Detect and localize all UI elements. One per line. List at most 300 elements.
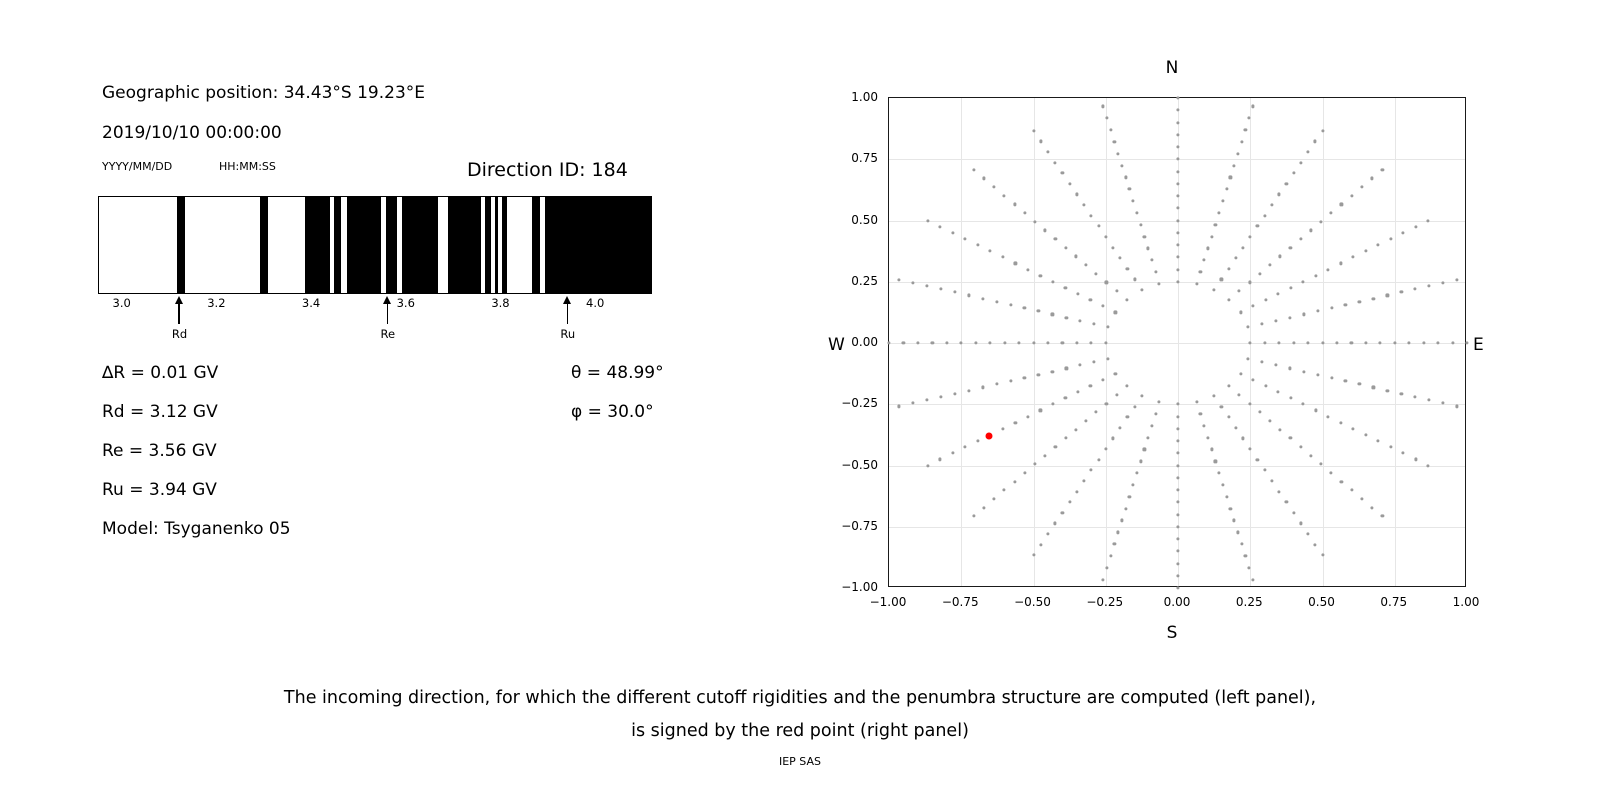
direction-point bbox=[1176, 550, 1179, 553]
direction-point bbox=[1302, 280, 1305, 283]
direction-point bbox=[1146, 247, 1149, 250]
direction-point bbox=[1344, 379, 1347, 382]
direction-point bbox=[992, 497, 995, 500]
direction-point bbox=[1199, 270, 1202, 273]
direction-point bbox=[1327, 415, 1330, 418]
direction-point bbox=[1013, 480, 1016, 483]
direction-point bbox=[1402, 231, 1405, 234]
direction-point bbox=[1143, 235, 1146, 238]
direction-point bbox=[1113, 543, 1116, 546]
direction-point bbox=[1372, 297, 1375, 300]
direction-point bbox=[1299, 445, 1302, 448]
direction-point bbox=[1239, 311, 1242, 314]
direction-point bbox=[1258, 411, 1261, 414]
direction-point bbox=[1176, 158, 1179, 161]
direction-point bbox=[1238, 393, 1241, 396]
direction-point bbox=[1306, 150, 1309, 153]
direction-point bbox=[1128, 188, 1131, 191]
direction-point bbox=[1229, 507, 1232, 510]
direction-point bbox=[1306, 341, 1309, 344]
direction-point bbox=[1039, 274, 1042, 277]
direction-point bbox=[1218, 211, 1221, 214]
direction-point bbox=[1105, 117, 1108, 120]
direction-point bbox=[976, 439, 979, 442]
direction-point bbox=[1074, 255, 1077, 258]
direction-point bbox=[1039, 140, 1042, 143]
cardinal-east-label: E bbox=[1473, 335, 1484, 355]
direction-point bbox=[1277, 292, 1280, 295]
direction-point bbox=[1456, 405, 1459, 408]
direction-point bbox=[1428, 398, 1431, 401]
direction-point bbox=[1278, 490, 1281, 493]
direction-point bbox=[1132, 199, 1135, 202]
sky-map-x-tick-label: 0.75 bbox=[1380, 595, 1408, 609]
direction-point bbox=[951, 452, 954, 455]
direction-point bbox=[1075, 490, 1078, 493]
cutoff-stats-right bbox=[571, 354, 664, 432]
direction-point bbox=[1360, 497, 1363, 500]
direction-point bbox=[1176, 574, 1179, 577]
direction-point bbox=[989, 250, 992, 253]
direction-point bbox=[1090, 214, 1093, 217]
direction-point bbox=[1229, 176, 1232, 179]
direction-point bbox=[1176, 537, 1179, 540]
direction-point bbox=[1102, 578, 1105, 581]
direction-point bbox=[1268, 263, 1271, 266]
direction-point bbox=[1117, 152, 1120, 155]
direction-point bbox=[1227, 385, 1230, 388]
direction-point bbox=[1176, 586, 1179, 589]
direction-point bbox=[1125, 298, 1128, 301]
direction-point bbox=[1176, 133, 1179, 136]
direction-point bbox=[1126, 416, 1129, 419]
direction-point bbox=[1335, 341, 1338, 344]
direction-point bbox=[1032, 129, 1035, 132]
direction-point bbox=[1321, 554, 1324, 557]
direction-point bbox=[1244, 128, 1247, 131]
direction-point bbox=[1358, 300, 1361, 303]
direction-point bbox=[1095, 272, 1098, 275]
direction-point bbox=[1364, 341, 1367, 344]
direction-point bbox=[1119, 257, 1122, 260]
direction-point bbox=[1075, 193, 1078, 196]
direction-point bbox=[1221, 199, 1224, 202]
direction-point bbox=[1251, 305, 1254, 308]
direction-point bbox=[1289, 286, 1292, 289]
direction-point bbox=[1115, 393, 1118, 396]
direction-point bbox=[1427, 219, 1430, 222]
cutoff-stats-left bbox=[102, 354, 291, 549]
direction-point bbox=[1327, 268, 1330, 271]
direction-point bbox=[1176, 109, 1179, 112]
direction-point bbox=[1150, 259, 1153, 262]
direction-point bbox=[960, 341, 963, 344]
direction-point bbox=[1339, 262, 1342, 265]
direction-point bbox=[1292, 172, 1295, 175]
penumbra-chart bbox=[98, 196, 652, 294]
direction-point bbox=[1246, 357, 1249, 360]
direction-point bbox=[1225, 495, 1228, 498]
direction-point bbox=[1128, 495, 1131, 498]
direction-point bbox=[1299, 237, 1302, 240]
penumbra-tick-label: 3.6 bbox=[396, 296, 415, 310]
direction-point bbox=[1372, 386, 1375, 389]
direction-point bbox=[1381, 168, 1384, 171]
direction-point bbox=[981, 297, 984, 300]
direction-point bbox=[1227, 416, 1230, 419]
direction-point bbox=[1451, 341, 1454, 344]
sky-map-x-tick-label: −0.25 bbox=[1086, 595, 1124, 609]
direction-point bbox=[1344, 303, 1347, 306]
direction-point bbox=[1206, 436, 1209, 439]
direction-point bbox=[887, 341, 890, 344]
direction-point bbox=[976, 243, 979, 246]
date-format-hint: YYYY/MM/DD bbox=[102, 160, 173, 173]
direction-point bbox=[1213, 394, 1216, 397]
direction-point bbox=[1090, 341, 1093, 344]
geographic-position-label: Geographic position: 34.43°S 19.23°E bbox=[102, 83, 426, 103]
stat-line: Rd = 3.12 GV bbox=[102, 402, 218, 422]
direction-point bbox=[945, 341, 948, 344]
direction-point bbox=[1061, 511, 1064, 514]
direction-point bbox=[1104, 447, 1107, 450]
direction-point bbox=[1026, 268, 1029, 271]
direction-point bbox=[1082, 479, 1085, 482]
direction-point bbox=[1176, 268, 1179, 271]
direction-point bbox=[1033, 220, 1036, 223]
direction-point bbox=[1330, 471, 1333, 474]
direction-point bbox=[1135, 472, 1138, 475]
direction-point bbox=[939, 288, 942, 291]
direction-point bbox=[1075, 341, 1078, 344]
direction-point bbox=[1414, 395, 1417, 398]
direction-point bbox=[1364, 250, 1367, 253]
penumbra-marker-label: Ru bbox=[560, 327, 576, 341]
sky-map-plot-area bbox=[888, 97, 1466, 587]
direction-point bbox=[1102, 105, 1105, 108]
direction-point bbox=[1244, 554, 1247, 557]
direction-point bbox=[1240, 140, 1243, 143]
direction-point bbox=[1064, 246, 1067, 249]
direction-point bbox=[1044, 454, 1047, 457]
direction-point bbox=[1003, 341, 1006, 344]
direction-point bbox=[967, 294, 970, 297]
stat-line: φ = 30.0° bbox=[571, 402, 654, 422]
direction-point bbox=[1299, 161, 1302, 164]
direction-point bbox=[1339, 421, 1342, 424]
direction-point bbox=[1176, 121, 1179, 124]
direction-point bbox=[1218, 472, 1221, 475]
penumbra-band bbox=[260, 197, 267, 293]
direction-point bbox=[1054, 522, 1057, 525]
direction-point bbox=[953, 291, 956, 294]
direction-point bbox=[1264, 299, 1267, 302]
direction-point bbox=[1402, 452, 1405, 455]
sky-map-x-tick-label: −0.50 bbox=[1014, 595, 1051, 609]
direction-point bbox=[1437, 341, 1440, 344]
direction-point bbox=[1210, 235, 1213, 238]
direction-point bbox=[1227, 298, 1230, 301]
direction-point bbox=[1026, 415, 1029, 418]
direction-point bbox=[1119, 426, 1122, 429]
direction-point bbox=[1251, 578, 1254, 581]
direction-point bbox=[1428, 284, 1431, 287]
direction-point bbox=[1379, 341, 1382, 344]
direction-point bbox=[1199, 412, 1202, 415]
sky-map-y-tick-label: −0.50 bbox=[841, 457, 878, 472]
direction-point bbox=[1003, 194, 1006, 197]
direction-point bbox=[1084, 263, 1087, 266]
direction-point bbox=[1358, 383, 1361, 386]
direction-point bbox=[1389, 446, 1392, 449]
direction-point bbox=[1268, 419, 1271, 422]
direction-point bbox=[1234, 257, 1237, 260]
penumbra-tick-label: 4.0 bbox=[586, 296, 605, 310]
direction-point bbox=[964, 237, 967, 240]
direction-point bbox=[1389, 237, 1392, 240]
sky-map-y-tick-label: 0.25 bbox=[851, 273, 878, 288]
direction-point bbox=[1285, 182, 1288, 185]
direction-point bbox=[1082, 203, 1085, 206]
direction-point bbox=[1340, 203, 1343, 206]
direction-point bbox=[953, 392, 956, 395]
direction-point bbox=[1013, 203, 1016, 206]
direction-point bbox=[1442, 281, 1445, 284]
direction-point bbox=[1330, 211, 1333, 214]
direction-point bbox=[1279, 255, 1282, 258]
direction-point bbox=[1003, 489, 1006, 492]
direction-point bbox=[1258, 272, 1261, 275]
direction-point bbox=[1140, 288, 1143, 291]
direction-point bbox=[992, 185, 995, 188]
direction-point bbox=[1064, 437, 1067, 440]
direction-point bbox=[1107, 357, 1110, 360]
direction-point bbox=[1074, 428, 1077, 431]
penumbra-band bbox=[485, 197, 491, 293]
penumbra-marker-label: Rd bbox=[171, 327, 188, 341]
direction-point bbox=[1139, 223, 1142, 226]
direction-point bbox=[926, 219, 929, 222]
direction-point bbox=[1158, 282, 1161, 285]
direction-point bbox=[1352, 256, 1355, 259]
direction-point bbox=[1109, 554, 1112, 557]
direction-point bbox=[1240, 543, 1243, 546]
direction-point bbox=[1263, 469, 1266, 472]
direction-point bbox=[1114, 372, 1117, 375]
direction-point bbox=[1090, 469, 1093, 472]
sky-map-y-tick-label: 0.50 bbox=[851, 212, 878, 227]
direction-point bbox=[1321, 129, 1324, 132]
penumbra-band bbox=[502, 197, 507, 293]
direction-point bbox=[1330, 307, 1333, 310]
penumbra-band bbox=[347, 197, 381, 293]
direction-point bbox=[1084, 419, 1087, 422]
penumbra-band bbox=[177, 197, 185, 293]
direction-point bbox=[1251, 378, 1254, 381]
direction-point bbox=[1176, 170, 1179, 173]
sky-map-x-tick-label: 0.00 bbox=[1163, 595, 1191, 609]
direction-point bbox=[1241, 246, 1244, 249]
sky-map-y-tick-label: −1.00 bbox=[841, 580, 878, 594]
selected-direction-point bbox=[985, 432, 992, 439]
direction-point bbox=[1109, 128, 1112, 131]
direction-point bbox=[1227, 267, 1230, 270]
direction-point bbox=[1068, 182, 1071, 185]
direction-point bbox=[1111, 246, 1114, 249]
direction-point bbox=[911, 281, 914, 284]
direction-point bbox=[939, 225, 942, 228]
direction-point bbox=[1176, 513, 1179, 516]
direction-point bbox=[1009, 379, 1012, 382]
direction-point bbox=[1097, 225, 1100, 228]
direction-point bbox=[1076, 292, 1079, 295]
direction-point bbox=[1256, 458, 1259, 461]
direction-point bbox=[1414, 458, 1417, 461]
direction-point bbox=[1260, 322, 1263, 325]
direction-point bbox=[1176, 231, 1179, 234]
direction-point bbox=[1176, 256, 1179, 259]
direction-point bbox=[1371, 177, 1374, 180]
arrow-stem bbox=[178, 298, 179, 324]
caption-line-2: is signed by the red point (right panel) bbox=[631, 721, 969, 741]
direction-point bbox=[1079, 319, 1082, 322]
direction-point bbox=[1270, 479, 1273, 482]
direction-point bbox=[972, 515, 975, 518]
direction-point bbox=[1263, 214, 1266, 217]
direction-point bbox=[902, 341, 905, 344]
direction-point bbox=[1352, 427, 1355, 430]
sky-map-y-tick-label: −0.75 bbox=[841, 518, 878, 533]
direction-point bbox=[1289, 246, 1292, 249]
direction-point bbox=[1176, 476, 1179, 479]
direction-point bbox=[1001, 427, 1004, 430]
stat-line: Model: Tsyganenko 05 bbox=[102, 519, 291, 539]
direction-point bbox=[897, 405, 900, 408]
direction-point bbox=[1101, 305, 1104, 308]
direction-point bbox=[951, 231, 954, 234]
direction-id-label: Direction ID: 184 bbox=[467, 159, 628, 181]
direction-point bbox=[1176, 219, 1179, 222]
direction-point bbox=[1249, 235, 1252, 238]
direction-point bbox=[1309, 454, 1312, 457]
direction-point bbox=[1176, 207, 1179, 210]
direction-point bbox=[1288, 316, 1291, 319]
direction-point bbox=[1386, 294, 1389, 297]
direction-point bbox=[1017, 341, 1020, 344]
direction-point bbox=[1124, 176, 1127, 179]
direction-point bbox=[1225, 188, 1228, 191]
penumbra-band bbox=[305, 197, 330, 293]
direction-point bbox=[1400, 291, 1403, 294]
direction-point bbox=[1314, 409, 1317, 412]
time-format-hint: HH:MM:SS bbox=[219, 160, 276, 173]
sky-map-x-tick-label: −1.00 bbox=[869, 595, 907, 609]
direction-point bbox=[1274, 319, 1277, 322]
direction-point bbox=[1114, 311, 1117, 314]
direction-point bbox=[1089, 384, 1092, 387]
direction-point bbox=[1234, 426, 1237, 429]
penumbra-tick-label: 3.0 bbox=[112, 296, 131, 310]
direction-point bbox=[1330, 376, 1333, 379]
direction-point bbox=[1176, 194, 1179, 197]
direction-point bbox=[1064, 286, 1067, 289]
direction-point bbox=[1054, 445, 1057, 448]
sky-map-y-tick-label: 0.00 bbox=[851, 335, 878, 349]
direction-point bbox=[1023, 376, 1026, 379]
cardinal-south-label: S bbox=[1166, 623, 1178, 643]
direction-point bbox=[1068, 501, 1071, 504]
direction-point bbox=[931, 341, 934, 344]
direction-point bbox=[1101, 378, 1104, 381]
direction-point bbox=[1203, 259, 1206, 262]
direction-point bbox=[1270, 203, 1273, 206]
direction-point bbox=[1289, 397, 1292, 400]
direction-point bbox=[1176, 96, 1179, 99]
penumbra-plot-area bbox=[98, 196, 652, 294]
direction-point bbox=[1256, 225, 1259, 228]
direction-point bbox=[1422, 341, 1425, 344]
direction-point bbox=[1360, 185, 1363, 188]
direction-point bbox=[982, 177, 985, 180]
direction-point bbox=[1176, 525, 1179, 528]
direction-point bbox=[1302, 403, 1305, 406]
datetime-label: 2019/10/10 00:00:00 bbox=[102, 123, 282, 143]
direction-point bbox=[1093, 360, 1096, 363]
direction-point bbox=[1064, 397, 1067, 400]
cardinal-north-label: N bbox=[1165, 58, 1179, 78]
direction-point bbox=[1371, 506, 1374, 509]
direction-point bbox=[1037, 373, 1040, 376]
direction-point bbox=[1105, 566, 1108, 569]
direction-point bbox=[1214, 460, 1217, 463]
direction-point bbox=[1132, 483, 1135, 486]
direction-point bbox=[1150, 424, 1153, 427]
direction-point bbox=[1115, 289, 1118, 292]
direction-point bbox=[1288, 367, 1291, 370]
direction-point bbox=[1321, 341, 1324, 344]
caption-line-1: The incoming direction, for which the different cutoff rigidities and the penumbra structure are computed (left panel), bbox=[283, 688, 1317, 708]
figure-caption bbox=[0, 682, 1600, 748]
direction-point bbox=[1364, 433, 1367, 436]
direction-point bbox=[925, 398, 928, 401]
direction-point bbox=[1236, 531, 1239, 534]
direction-point bbox=[1051, 370, 1054, 373]
direction-point bbox=[1046, 150, 1049, 153]
direction-point bbox=[1203, 424, 1206, 427]
direction-point bbox=[1264, 384, 1267, 387]
direction-point bbox=[1210, 448, 1213, 451]
direction-point bbox=[1292, 341, 1295, 344]
direction-point bbox=[1220, 405, 1223, 408]
penumbra-band bbox=[532, 197, 540, 293]
direction-point bbox=[1292, 511, 1295, 514]
direction-point bbox=[1465, 341, 1468, 344]
penumbra-band bbox=[386, 197, 397, 293]
direction-point bbox=[1133, 405, 1136, 408]
direction-point bbox=[1302, 370, 1305, 373]
direction-point bbox=[1032, 554, 1035, 557]
left-panel bbox=[0, 0, 760, 640]
direction-point bbox=[1065, 367, 1068, 370]
direction-point bbox=[1061, 172, 1064, 175]
direction-point bbox=[1251, 105, 1254, 108]
direction-point bbox=[1065, 316, 1068, 319]
direction-point bbox=[995, 383, 998, 386]
direction-point bbox=[1032, 341, 1035, 344]
direction-point bbox=[1095, 411, 1098, 414]
direction-point bbox=[1263, 341, 1266, 344]
direction-point bbox=[1076, 390, 1079, 393]
